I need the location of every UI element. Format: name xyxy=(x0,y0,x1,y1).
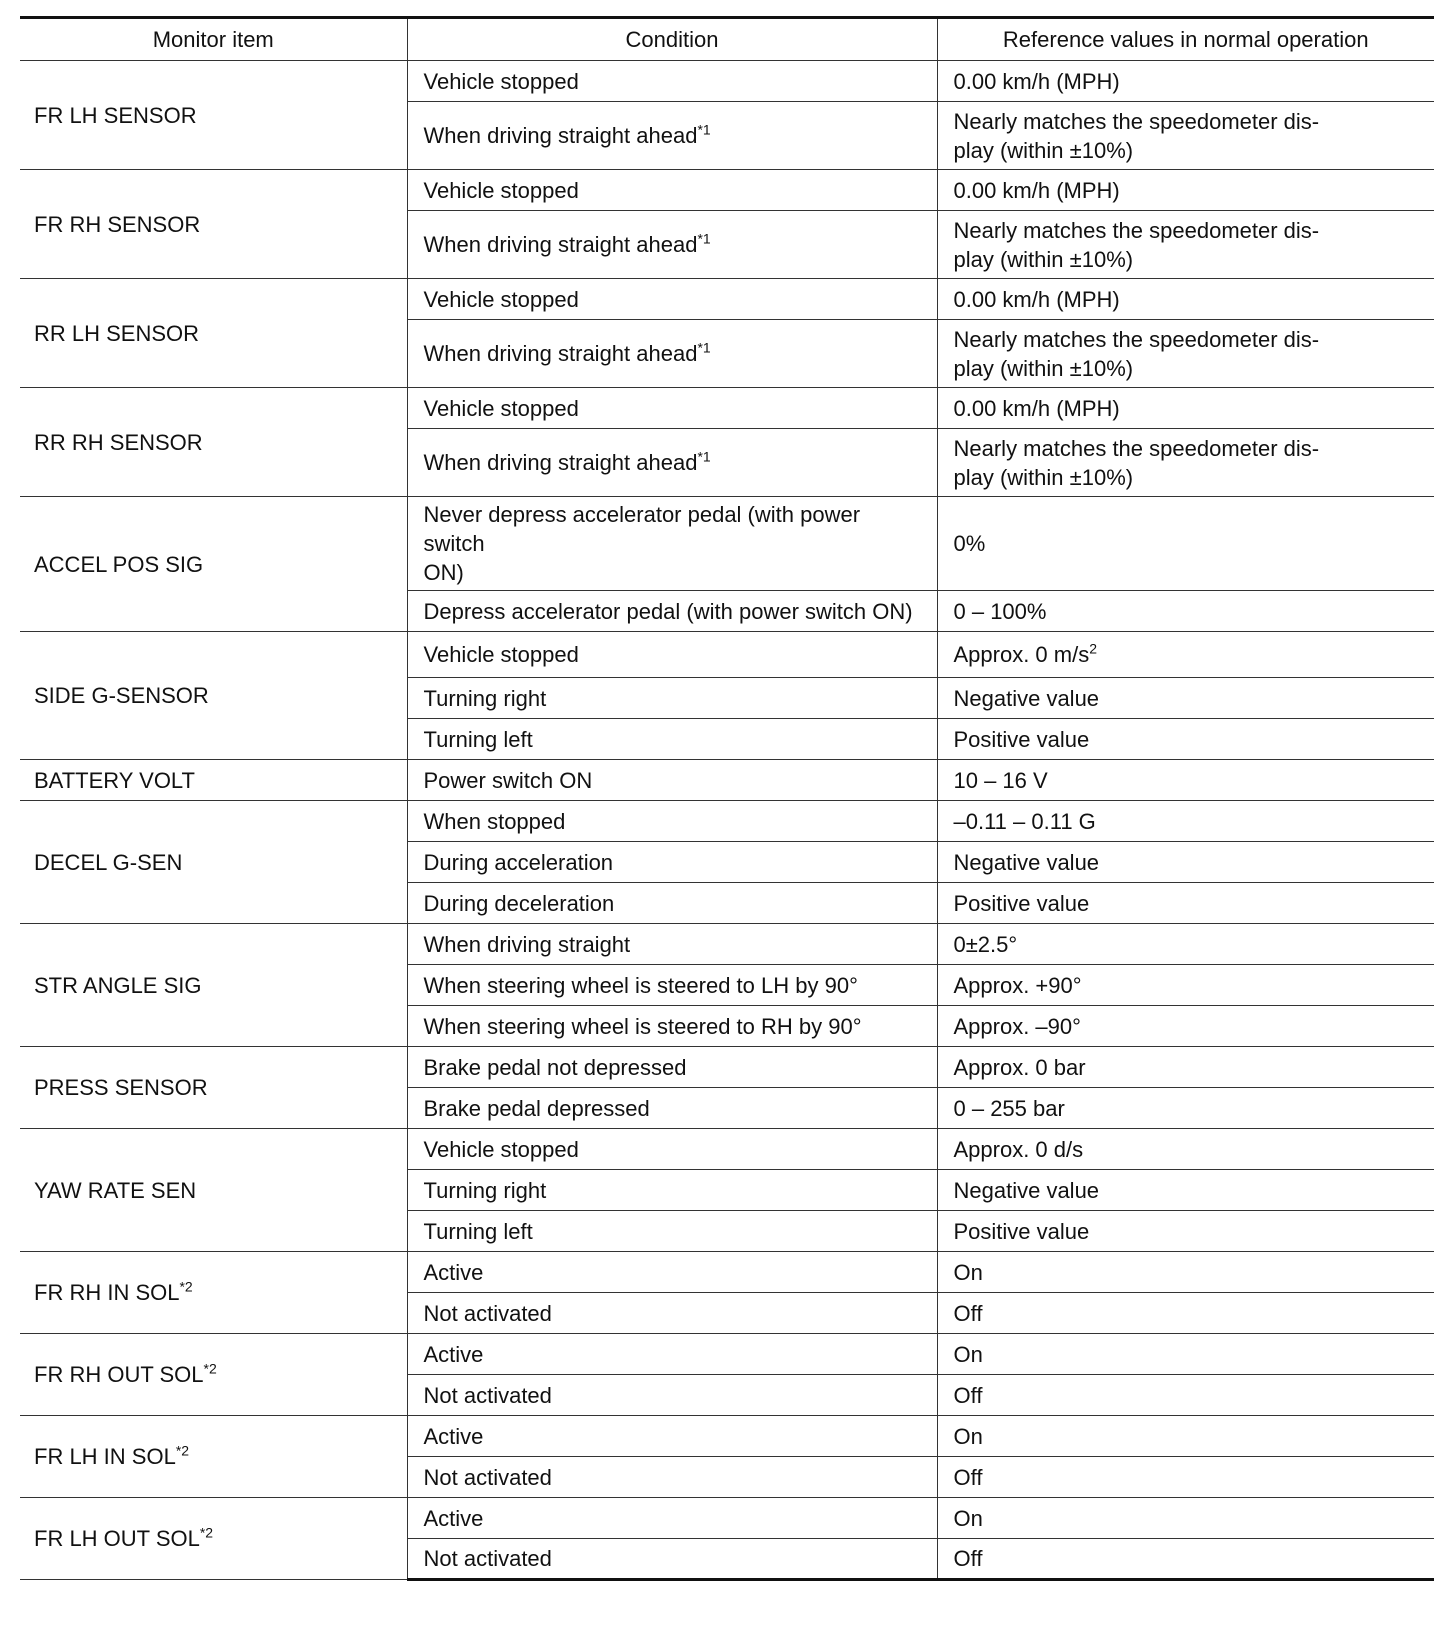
reference-value-cell xyxy=(937,1539,1434,1580)
condition-cell xyxy=(407,1211,937,1252)
reference-value-text: 0.00 km/h (MPH) xyxy=(953,177,1120,203)
condition-cell xyxy=(407,1293,937,1334)
condition-text: When driving straight ahead xyxy=(423,123,698,148)
reference-value-cell xyxy=(937,842,1434,883)
monitor-item-label: PRESS SENSOR xyxy=(34,1075,208,1100)
condition-cell xyxy=(407,1457,937,1498)
reference-value-text: 0.00 km/h (MPH) xyxy=(953,68,1120,94)
monitor-item-cell xyxy=(20,388,407,497)
monitor-item-label: ACCEL POS SIG xyxy=(34,551,204,577)
condition-cell xyxy=(407,801,937,842)
reference-value-text: 0 – 255 bar xyxy=(953,1095,1065,1121)
header-condition: Condition xyxy=(407,18,937,61)
condition-text: When driving straight ahead xyxy=(423,232,698,257)
condition-text: Not activated xyxy=(423,1300,552,1326)
condition-text: Not activated xyxy=(423,1464,552,1490)
reference-value-cell xyxy=(937,279,1434,320)
reference-value-cell xyxy=(937,1211,1434,1252)
reference-value-text: 0 – 100% xyxy=(953,598,1047,624)
condition-text: Vehicle stopped xyxy=(423,177,579,203)
reference-value-text: Off xyxy=(953,1546,983,1571)
condition-text: Vehicle stopped xyxy=(423,1136,579,1162)
reference-value-cell xyxy=(937,1088,1434,1129)
reference-value-cell xyxy=(937,388,1434,429)
monitor-item-cell xyxy=(20,1047,407,1129)
footnote-marker: *2 xyxy=(199,1524,214,1541)
monitor-item-label: SIDE G-SENSOR xyxy=(34,683,209,708)
condition-text: Depress accelerator pedal (with power switch ON) xyxy=(423,598,913,624)
reference-value-text: Approx. 0 m/s xyxy=(953,642,1090,667)
monitor-item-cell xyxy=(20,1334,407,1416)
reference-value-text: Off xyxy=(953,1382,983,1408)
table-row xyxy=(20,801,1434,842)
condition-text: Brake pedal depressed xyxy=(423,1095,650,1121)
table-body xyxy=(20,61,1434,1580)
header-row xyxy=(20,18,1434,61)
condition-text: When steering wheel is steered to RH by 90° xyxy=(423,1013,862,1039)
monitor-item-cell xyxy=(20,632,407,760)
reference-value-text: Negative value xyxy=(953,849,1100,875)
monitor-item-cell xyxy=(20,61,407,170)
reference-value-text: Nearly matches the speedometer dis- play (within ±10%) xyxy=(953,326,1320,381)
condition-cell xyxy=(407,1539,937,1580)
condition-cell xyxy=(407,320,937,388)
reference-value-cell xyxy=(937,1006,1434,1047)
footnote-marker: *2 xyxy=(203,1360,217,1377)
table-row xyxy=(20,924,1434,965)
monitor-table xyxy=(20,16,1434,1581)
table-row xyxy=(20,1047,1434,1088)
condition-cell xyxy=(407,965,937,1006)
reference-value-text: Positive value xyxy=(953,890,1090,916)
reference-value-cell xyxy=(937,320,1434,388)
monitor-item-label: BATTERY VOLT xyxy=(34,767,195,793)
table-row xyxy=(20,61,1434,102)
table-row xyxy=(20,632,1434,678)
reference-value-text: Approx. +90° xyxy=(953,972,1082,998)
table-row xyxy=(20,279,1434,320)
monitor-table-container xyxy=(20,16,1434,1581)
condition-cell xyxy=(407,1170,937,1211)
condition-text: Turning left xyxy=(423,726,533,752)
reference-value-cell xyxy=(937,1293,1434,1334)
table-row xyxy=(20,1129,1434,1170)
reference-value-cell xyxy=(937,1416,1434,1457)
monitor-item-label: RR LH SENSOR xyxy=(34,320,200,346)
table-row xyxy=(20,1252,1434,1293)
reference-value-text: Approx. 0 d/s xyxy=(953,1136,1084,1162)
condition-text: Vehicle stopped xyxy=(423,642,579,667)
monitor-item-label: FR RH SENSOR xyxy=(34,211,201,237)
footnote-marker: *1 xyxy=(697,121,711,138)
reference-value-text: Negative value xyxy=(953,685,1100,711)
reference-value-cell xyxy=(937,429,1434,497)
condition-cell xyxy=(407,1006,937,1047)
monitor-item-cell xyxy=(20,760,407,801)
monitor-item-cell xyxy=(20,1416,407,1498)
reference-value-cell xyxy=(937,211,1434,279)
reference-value-cell xyxy=(937,61,1434,102)
condition-text: Active xyxy=(423,1259,484,1285)
reference-value-text: 0±2.5° xyxy=(953,931,1018,957)
reference-value-text: On xyxy=(953,1505,983,1531)
reference-value-text: Nearly matches the speedometer dis- play (within ±10%) xyxy=(953,435,1320,490)
monitor-item-cell xyxy=(20,1252,407,1334)
reference-value-cell xyxy=(937,102,1434,170)
condition-cell xyxy=(407,842,937,883)
condition-cell xyxy=(407,1498,937,1539)
condition-cell xyxy=(407,591,937,632)
reference-value-cell xyxy=(937,965,1434,1006)
monitor-item-cell xyxy=(20,1498,407,1580)
reference-value-text: 0.00 km/h (MPH) xyxy=(953,395,1120,421)
monitor-item-label: RR RH SENSOR xyxy=(34,429,203,455)
reference-value-text: Approx. 0 bar xyxy=(953,1054,1086,1080)
condition-cell xyxy=(407,632,937,678)
condition-text: Not activated xyxy=(423,1546,552,1571)
monitor-item-label: YAW RATE SEN xyxy=(34,1177,197,1203)
reference-value-cell xyxy=(937,1375,1434,1416)
reference-value-text: 0.00 km/h (MPH) xyxy=(953,286,1120,312)
condition-text: When driving straight xyxy=(423,931,631,957)
condition-cell xyxy=(407,924,937,965)
reference-value-cell xyxy=(937,883,1434,924)
footnote-marker: *1 xyxy=(697,448,711,465)
monitor-item-label: FR RH IN SOL xyxy=(34,1280,180,1305)
reference-value-text: On xyxy=(953,1423,983,1449)
condition-cell xyxy=(407,678,937,719)
monitor-item-cell xyxy=(20,801,407,924)
monitor-item-label: STR ANGLE SIG xyxy=(34,972,202,998)
table-row xyxy=(20,497,1434,591)
condition-text: Active xyxy=(423,1505,484,1531)
reference-value-text: 10 – 16 V xyxy=(953,767,1048,793)
footnote-marker: *1 xyxy=(697,339,711,356)
monitor-item-cell xyxy=(20,170,407,279)
footnote-marker: *2 xyxy=(179,1278,193,1295)
reference-value-cell xyxy=(937,760,1434,801)
condition-cell xyxy=(407,61,937,102)
header-monitor-item: Monitor item xyxy=(20,18,407,61)
reference-value-cell xyxy=(937,170,1434,211)
reference-value-text: Off xyxy=(953,1300,983,1326)
condition-cell xyxy=(407,429,937,497)
reference-value-cell xyxy=(937,1457,1434,1498)
condition-text: Turning left xyxy=(423,1218,533,1244)
condition-text: Turning right xyxy=(423,1177,547,1203)
condition-cell xyxy=(407,1334,937,1375)
reference-value-cell xyxy=(937,924,1434,965)
table-row xyxy=(20,170,1434,211)
reference-value-text: On xyxy=(953,1341,983,1367)
reference-value-cell xyxy=(937,801,1434,842)
condition-text: During acceleration xyxy=(423,849,614,875)
reference-value-cell xyxy=(937,1047,1434,1088)
table-row xyxy=(20,1416,1434,1457)
monitor-item-label: DECEL G-SEN xyxy=(34,849,183,875)
reference-value-cell xyxy=(937,678,1434,719)
reference-value-text: Nearly matches the speedometer dis- play (within ±10%) xyxy=(953,108,1320,163)
condition-cell xyxy=(407,211,937,279)
condition-cell xyxy=(407,719,937,760)
condition-text: When driving straight ahead xyxy=(423,341,698,366)
condition-cell xyxy=(407,388,937,429)
condition-cell xyxy=(407,1129,937,1170)
table-row xyxy=(20,760,1434,801)
condition-text: Active xyxy=(423,1341,484,1367)
reference-value-cell xyxy=(937,1170,1434,1211)
monitor-item-label: FR LH SENSOR xyxy=(34,102,197,128)
condition-text: During deceleration xyxy=(423,890,615,916)
reference-value-cell xyxy=(937,1252,1434,1293)
table-row xyxy=(20,1498,1434,1539)
condition-cell xyxy=(407,102,937,170)
condition-text: Vehicle stopped xyxy=(423,68,579,94)
reference-value-cell xyxy=(937,719,1434,760)
condition-text: Not activated xyxy=(423,1382,552,1408)
condition-text: Never depress accelerator pedal (with power switch ON) xyxy=(423,502,861,585)
condition-text: When steering wheel is steered to LH by 90° xyxy=(423,972,858,998)
condition-text: Vehicle stopped xyxy=(423,286,579,312)
footnote-marker: *2 xyxy=(175,1442,190,1459)
condition-text: Brake pedal not depressed xyxy=(423,1054,687,1080)
condition-cell xyxy=(407,1088,937,1129)
condition-text: When driving straight ahead xyxy=(423,450,698,475)
monitor-item-cell xyxy=(20,279,407,388)
condition-cell xyxy=(407,1252,937,1293)
reference-value-cell xyxy=(937,632,1434,678)
table-row xyxy=(20,388,1434,429)
monitor-item-label: FR RH OUT SOL xyxy=(34,1362,204,1387)
unit-superscript: 2 xyxy=(1089,640,1098,657)
reference-value-text: Negative value xyxy=(953,1177,1100,1203)
reference-value-cell xyxy=(937,591,1434,632)
monitor-item-label: FR LH IN SOL xyxy=(34,1444,176,1469)
condition-text: When stopped xyxy=(423,808,566,834)
reference-value-cell xyxy=(937,497,1434,591)
reference-value-cell xyxy=(937,1129,1434,1170)
reference-value-text: Approx. –90° xyxy=(953,1013,1081,1039)
reference-value-text: On xyxy=(953,1259,983,1285)
condition-cell xyxy=(407,170,937,211)
reference-value-text: Positive value xyxy=(953,1218,1090,1244)
condition-text: Power switch ON xyxy=(423,767,593,793)
condition-cell xyxy=(407,883,937,924)
condition-cell xyxy=(407,760,937,801)
table-row xyxy=(20,1334,1434,1375)
condition-cell xyxy=(407,497,937,591)
reference-value-text: Positive value xyxy=(953,726,1090,752)
condition-text: Vehicle stopped xyxy=(423,395,579,421)
monitor-item-cell xyxy=(20,497,407,632)
reference-value-text: Off xyxy=(953,1464,983,1490)
condition-cell xyxy=(407,1375,937,1416)
monitor-item-label: FR LH OUT SOL xyxy=(34,1526,200,1551)
reference-value-cell xyxy=(937,1498,1434,1539)
condition-cell xyxy=(407,1047,937,1088)
condition-cell xyxy=(407,1416,937,1457)
footnote-marker: *1 xyxy=(697,230,711,247)
monitor-item-cell xyxy=(20,924,407,1047)
condition-text: Turning right xyxy=(423,685,547,711)
reference-value-text: Nearly matches the speedometer dis- play (within ±10%) xyxy=(953,217,1320,272)
reference-value-cell xyxy=(937,1334,1434,1375)
header-reference-values: Reference values in normal operation xyxy=(937,18,1434,61)
reference-value-text: 0% xyxy=(953,531,986,556)
condition-cell xyxy=(407,279,937,320)
reference-value-text: –0.11 – 0.11 G xyxy=(953,808,1096,834)
condition-text: Active xyxy=(423,1423,484,1449)
monitor-item-cell xyxy=(20,1129,407,1252)
